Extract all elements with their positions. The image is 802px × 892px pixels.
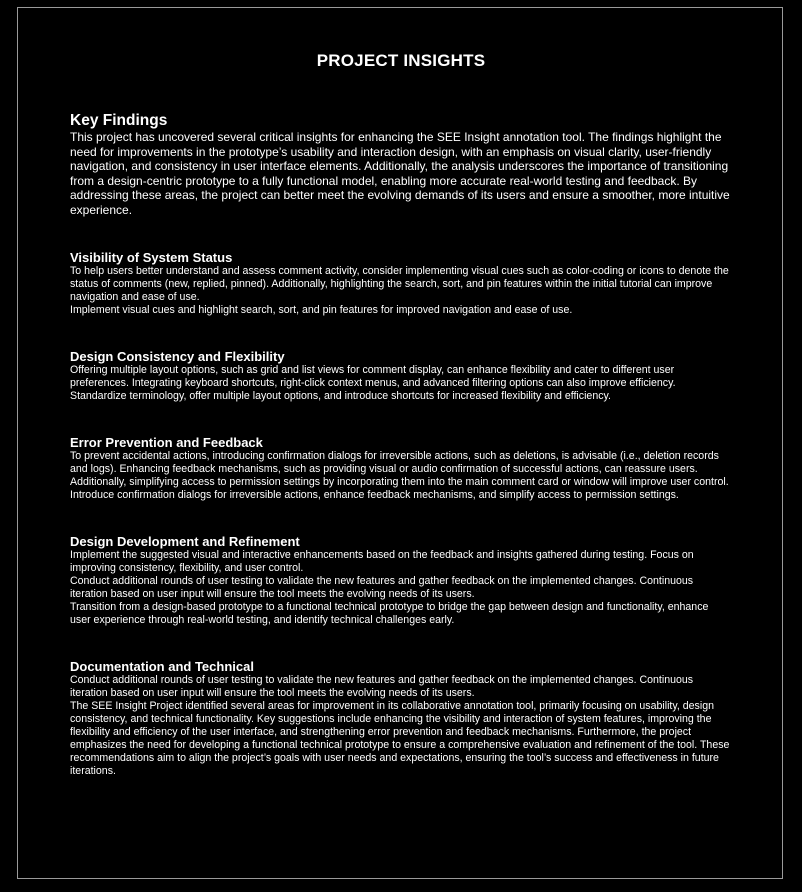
key-findings-text: This project has uncovered several critical insights for enhancing the SEE Insight annotation tool. The findings highlight the need for improvements in the prototype’s usability and interaction design, with an emphasis on visual clarity, user-friendly navigation, and consistency in user interface elements. Additionally, the analysis underscores the importance of transitioning from a design-centric prototype to a fully functional model, enabling more accurate real-world testing and feedback. By addressing these areas, the project can better meet the evolving demands of its users and ensure a smoother, more intuitive experience. [70,130,730,217]
section-heading: Documentation and Technical [70,658,254,674]
page-title: PROJECT INSIGHTS [316,51,486,70]
section-paragraph: Introduce confirmation dialogs for irreversible actions, enhance feedback mechanisms, and simplify access to permission settings. [70,488,679,501]
section-design-development-and-refinement [70,534,730,627]
section-paragraph: Conduct additional rounds of user testing to validate the new features and gather feedback on the implemented changes. Continuous iteration based on user input will ensure the tool meets the evolving needs of its users. [70,574,694,600]
section-heading: Design Consistency and Flexibility [70,348,285,364]
insights-content [70,112,730,778]
section-design-consistency-and-flexibility [70,349,730,403]
section-paragraph: Transition from a design-based prototype to a functional technical prototype to bridge the gap between design and functionality, enhance user experience through real-world testing, and identify technical challenges early. [70,600,709,626]
section-heading: Visibility of System Status [70,249,233,265]
section-paragraph: Standardize terminology, offer multiple layout options, and introduce shortcuts for increased flexibility and efficiency. [70,389,611,402]
section-paragraph: Offering multiple layout options, such as grid and list views for comment display, can enhance flexibility and cater to different user preferences. Integrating keyboard shortcuts, right-click context menus, and advanced filtering options can also improve efficiency. [70,363,676,389]
section-paragraph: Implement visual cues and highlight search, sort, and pin features for improved navigation and ease of use. [70,303,573,316]
key-findings-heading: Key Findings [70,112,168,129]
section-heading: Error Prevention and Feedback [70,434,263,450]
section-paragraph: Implement the suggested visual and interactive enhancements based on the feedback and insights gathered during testing. Focus on improving consistency, flexibility, and user control. [70,548,694,574]
section-error-prevention-and-feedback [70,435,730,502]
section-visibility-of-system-status [70,250,730,317]
section-heading: Design Development and Refinement [70,533,300,549]
section-paragraph: To prevent accidental actions, introducing confirmation dialogs for irreversible actions, such as deletions, is advisable (i.e., deletion records and logs). Enhancing feedback mechanisms, such as providing visual or audio confirmation of successful actions, can reassure users. Additionally, simplifying access to permission settings by incorporating them into the main comment card or window will improve user control. [70,449,729,488]
section-paragraph: The SEE Insight Project identified several areas for improvement in its collaborative annotation tool, primarily focusing on usability, design consistency, and technical functionality. Key suggestions include enhancing the visibility and interaction of system features, improving the flexibility and efficiency of the user interface, and strengthening error prevention and feedback mechanisms. Furthermore, the project emphasizes the need for developing a functional technical prototype to ensure a comprehensive evaluation and refinement of the tool. These recommendations aim to align the project’s goals with user needs and expectations, ensuring the tool’s success and effectiveness in future iterations. [70,699,730,777]
section-paragraph: Conduct additional rounds of user testing to validate the new features and gather feedback on the implemented changes. Continuous iteration based on user input will ensure the tool meets the evolving needs of its users. [70,673,694,699]
section-documentation-and-technical [70,659,730,778]
section-paragraph: To help users better understand and assess comment activity, consider implementing visual cues such as color-coding or icons to denote the status of comments (new, replied, pinned). Additionally, highlighting the search, sort, and pin features within the initial tutorial can improve navigation and ease of use. [70,264,729,303]
key-findings-section [70,112,730,218]
